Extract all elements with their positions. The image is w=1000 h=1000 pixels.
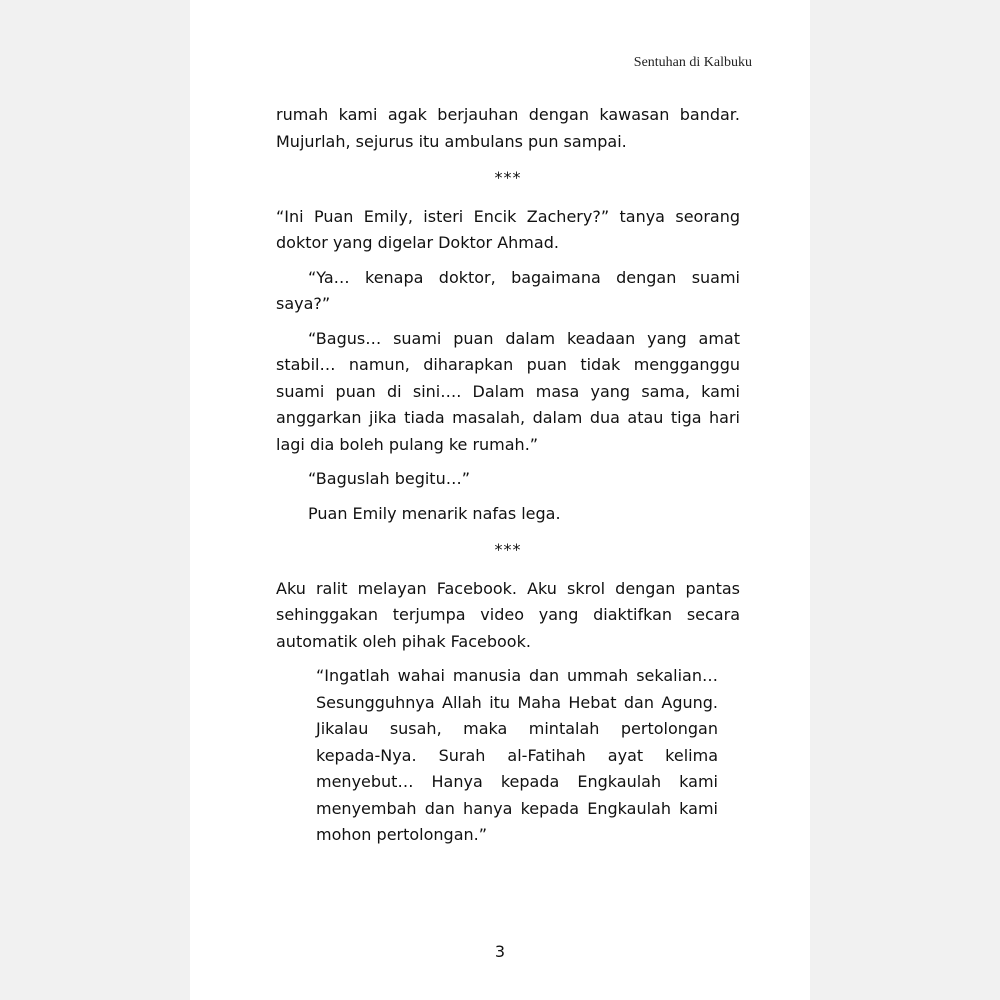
page-number: 3 xyxy=(494,942,506,961)
block-quote: “Ingatlah wahai manusia dan ummah sekalian… Sesungguhnya Allah itu Maha Hebat dan Agung. Jikalau susah, maka mintalah pertolongan kepada-Nya. Surah al-Fatihah ayat kelima menyebut… Hanya kepada Engkaulah kami menyembah dan hanya kepada Engkaulah kami mohon pertolongan.” xyxy=(316,666,718,844)
running-head: Sentuhan di Kalbuku xyxy=(633,55,752,70)
body-text xyxy=(276,102,740,849)
paragraph-7: Aku ralit melayan Facebook. Aku skrol dengan pantas sehinggakan terjumpa video yang diaktifkan secara automatik oleh pihak Facebook. xyxy=(276,578,740,651)
paragraph-4: “Bagus… suami puan dalam keadaan yang amat stabil… namun, diharapkan puan tidak mengganggu suami puan di sini…. Dalam masa yang sama, kami anggarkan jika tiada masalah, dalam dua atau tiga hari lagi dia boleh pulang ke rumah.” xyxy=(276,328,740,454)
paragraph-5: “Baguslah begitu…” xyxy=(308,469,470,488)
paragraph-1: rumah kami agak berjauhan dengan kawasan bandar. Mujurlah, sejurus itu ambulans pun sampai. xyxy=(276,105,740,151)
scene-break-1: *** xyxy=(494,168,522,187)
paragraph-3: “Ya… kenapa doktor, bagaimana dengan suami saya?” xyxy=(276,267,740,313)
scene-break-2: *** xyxy=(494,540,522,559)
paragraph-2: “Ini Puan Emily, isteri Encik Zachery?” tanya seorang doktor yang digelar Doktor Ahmad. xyxy=(276,206,740,252)
paragraph-6: Puan Emily menarik nafas lega. xyxy=(308,503,561,523)
book-page xyxy=(190,0,810,1000)
